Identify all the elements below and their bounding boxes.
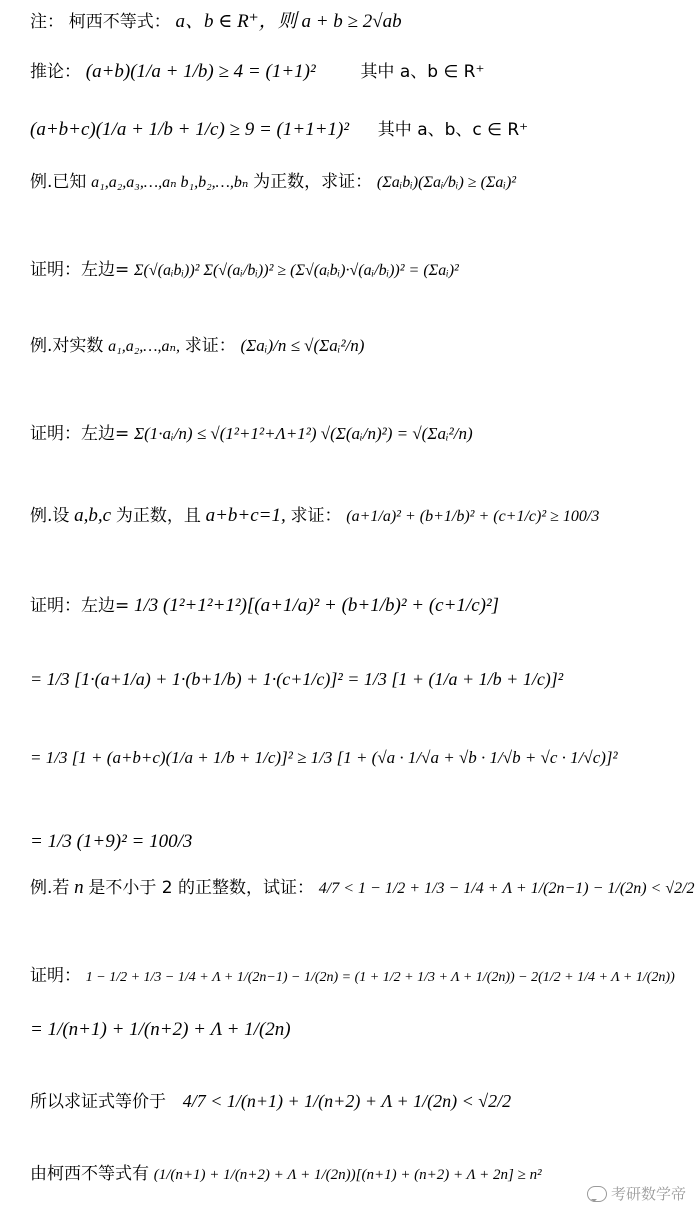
line-2 [30,62,692,81]
formula-16: 4/7 < 1/(n+1) + 1/(n+2) + Λ + 1/(2n) < √2/2 [182,1091,512,1111]
line-10 [30,670,692,689]
example-2-label: 例.对实数 [30,336,104,356]
formula-13: 4/7 < 1 − 1/2 + 1/3 − 1/4 + Λ + 1/(2n−1) − 1/(2n) < √2/2 [318,880,695,897]
example-4-label: 例.若 [30,878,70,898]
line-17 [30,1164,692,1183]
watermark-text: 考研数学帝 [610,1185,686,1203]
line-14 [30,966,692,985]
line-1 [30,12,692,31]
example-1-text: 为正数，求证： [253,172,373,192]
line-15 [30,1020,692,1039]
corollary-label: 推论： [30,62,81,82]
example-3-cond: a+b+c=1, [205,505,286,526]
line-3 [30,120,692,139]
condition-3: 其中 a、b、c ∈ R⁺ [377,120,529,140]
formula-9: 1/3 (1²+1²+1²)[(a+1/a)² + (b+1/b)² + (c+1/c)²] [134,595,500,616]
formula-7: Σ(1·aᵢ/n) ≤ √(1²+1²+Λ+1²) √(Σ(aᵢ/n)²) = √(Σaᵢ²/n) [134,424,473,443]
line-16 [30,1092,692,1111]
line-11 [30,748,692,767]
formula-15: = 1/(n+1) + 1/(n+2) + Λ + 1/(2n) [30,1019,291,1040]
formula-2: (a+b)(1/a + 1/b) ≥ 4 = (1+1)² [85,61,316,82]
formula-5: Σ(√(aᵢbᵢ))² Σ(√(aᵢ/bᵢ))² ≥ (Σ√(aᵢbᵢ)·√(aᵢ/bᵢ))² = (Σaᵢ)² [134,262,459,279]
example-2-vars: a₁,a₂,…,aₙ, [108,338,180,355]
formula-4: (Σaᵢbᵢ)(Σaᵢ/bᵢ) ≥ (Σaᵢ)² [376,174,517,191]
example-4-var: n [74,877,84,898]
formula-11: = 1/3 [1 + (a+b+c)(1/a + 1/b + 1/c)]² ≥ 1/3 [1 + (√a · 1/√a + √b · 1/√b + √c · 1/√c)]² [30,748,618,767]
watermark [587,1183,686,1204]
line-6 [30,336,692,355]
note-text: 柯西不等式： [68,12,171,32]
formula-17: (1/(n+1) + 1/(n+2) + Λ + 1/(2n))[(n+1) + (n+2) + Λ + 2n] ≥ n² [153,1167,542,1183]
proof-2-label: 证明：左边= [30,424,130,444]
proof-3-label: 证明：左边= [30,596,130,616]
example-2-text: 求证： [184,336,236,356]
line-12 [30,832,692,851]
wechat-bubble-icon [587,1186,607,1202]
line-13 [30,877,695,898]
example-3-text2: 求证： [290,506,342,526]
formula-10: = 1/3 [1·(a+1/a) + 1·(b+1/b) + 1·(c+1/c)]² = 1/3 [1 + (1/a + 1/b + 1/c)]² [30,669,564,689]
formula-12: = 1/3 (1+9)² = 100/3 [30,831,193,852]
equivalence-text: 所以求证式等价于 [30,1092,166,1112]
example-1-vars: a₁,a₂,a₃,…,aₙ b₁,b₂,…,bₙ [91,174,249,191]
proof-4-label: 证明： [30,966,81,986]
formula-6: (Σaᵢ)/n ≤ √(Σaᵢ²/n) [240,336,365,355]
line-7 [30,424,692,443]
formula-14: 1 − 1/2 + 1/3 − 1/4 + Λ + 1/(2n−1) − 1/(2n) = (1 + 1/2 + 1/3 + Λ + 1/(2n)) − 2(1/2 + 1/4 + Λ + 1/(2n)) [85,970,675,985]
example-3-text: 为正数，且 [115,506,201,526]
formula-1: a、b ∈ R⁺，则 a + b ≥ 2√ab [175,11,402,32]
example-1-label: 例.已知 [30,172,87,192]
line-4 [30,172,692,191]
formula-8: (a+1/a)² + (b+1/b)² + (c+1/c)² ≥ 100/3 [346,508,600,525]
condition-2: 其中 a、b ∈ R⁺ [360,62,485,82]
cauchy-text: 由柯西不等式有 [30,1164,149,1184]
proof-1-label: 证明：左边= [30,260,130,280]
note-label: 注： [30,12,64,32]
line-5 [30,260,692,279]
example-3-vars: a,b,c [74,505,112,526]
example-4-text: 是不小于 2 的正整数，试证： [88,878,315,898]
example-3-label: 例.设 [30,506,70,526]
line-8 [30,506,692,525]
line-9 [30,596,692,615]
formula-3: (a+b+c)(1/a + 1/b + 1/c) ≥ 9 = (1+1+1)² [30,119,350,140]
